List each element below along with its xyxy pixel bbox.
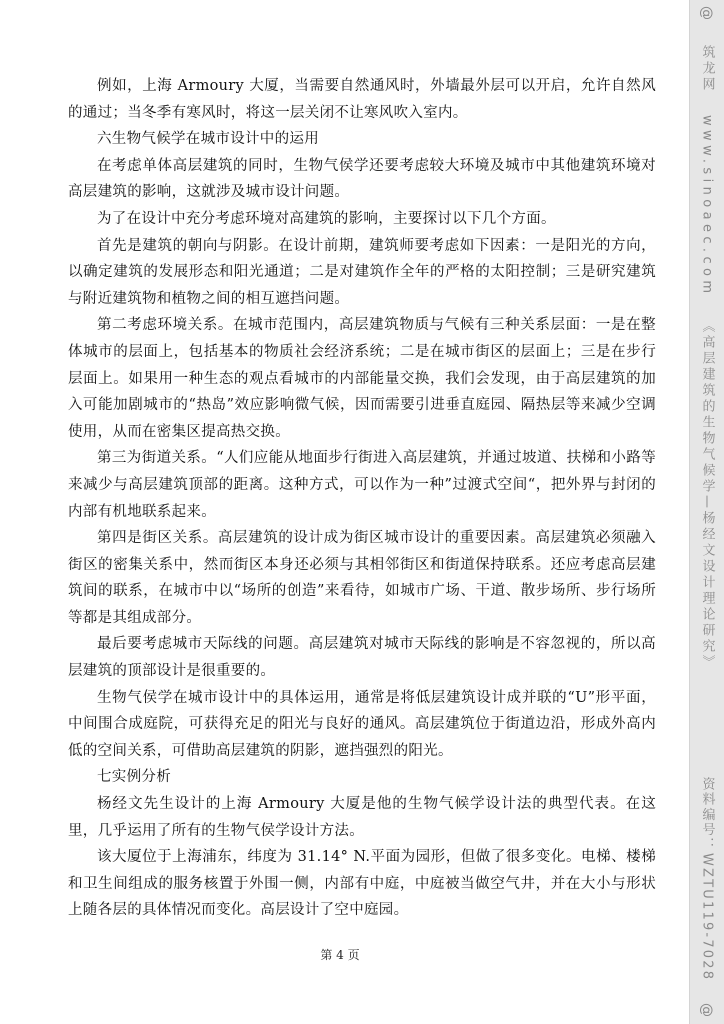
paragraph: 第四是街区关系。高层建筑的设计成为街区城市设计的重要因素。高层建筑必须融入街区的密集关系中，然而街区本身还必须与其相邻街区和街道保持联系。还应考虑高层建筑间的联系，在城市中以“场所的创造”来看待，如城市广场、干道、散步场所、步行场所等都是其组成部分。: [68, 530, 656, 626]
paragraph: 在考虑单体高层建筑的同时，生物气侯学还要考虑较大环境及城市中其他建筑环境对高层建筑的影响，这就涉及城市设计问题。: [68, 157, 656, 201]
paragraph: 杨经文先生设计的上海 Armoury 大厦是他的生物气候学设计法的典型代表。在这里，几乎运用了所有的生物气侯学设计方法。: [68, 796, 656, 839]
section-heading: 六生物气候学在城市设计中的运用: [97, 131, 319, 148]
sidebar-text-top: [698, 6, 717, 671]
page-number: 第 4 页: [320, 948, 360, 962]
watermark-sidebar: [689, 0, 724, 1024]
at-mark-bottom: @: [698, 1003, 715, 1020]
doc-number: 资料编号：WZTU119-7028: [699, 776, 715, 981]
section-heading: 七实例分析: [97, 769, 171, 786]
sidebar-text-bottom: [698, 777, 717, 1020]
paragraph: 该大厦位于上海浦东，纬度为 31.14° N.平面为园形，但做了很多变化。电梯、楼梯和卫生间组成的服务核置于外围一侧，内部有中庭，中庭被当做空气井，并在大小与形状上随各层的具体情况而变化。高层设计了空中庭园。: [68, 849, 656, 919]
paragraph: 首先是建筑的朝向与阴影。在设计前期，建筑师要考虑如下因素：一是阳光的方向，以确定建筑的发展形态和阳光通道；二是对建筑作全年的严格的太阳控制；三是研究建筑与附近建筑物和植物之间的相互遮挡问题。: [68, 237, 656, 307]
document-body: [68, 73, 656, 924]
site-name: 筑龙网: [699, 45, 715, 93]
doc-title: 《高层建筑的生物气候学—杨经文设计理论研究》: [699, 319, 715, 672]
paragraph: 生物气侯学在城市设计中的具体运用，通常是将低层建筑设计成并联的“U”形平面，中间围合成庭院，可获得充足的阳光与良好的通风。高层建筑位于街道边沿，形成外高内低的空间关系，可借助高层建筑的阴影，遮挡强烈的阳光。: [68, 689, 656, 759]
paragraph: 第三为街道关系。“人们应能从地面步行街进入高层建筑，并通过坡道、扶梯和小路等来减少与高层建筑顶部的距离。这种方式，可以作为一种”过渡式空间“，把外界与封闭的内部有机地联系起来。: [68, 450, 656, 520]
site-url: www.sinoaec.com: [699, 115, 715, 298]
paragraph: 为了在设计中充分考虑环境对高建筑的影响，主要探讨以下几个方面。: [97, 210, 556, 227]
at-mark-top: @: [698, 6, 715, 23]
paragraph: 例如，上海 Armoury 大厦，当需要自然通风时，外墙最外层可以开启，允许自然风的通过；当冬季有寒风时，将这一层关闭不让寒风吹入室内。: [68, 78, 656, 121]
paragraph: 第二考虑环境关系。在城市范围内，高层建筑物质与气候有三种关系层面：一是在整体城市的层面上，包括基本的物质社会经济系统；二是在城市街区的层面上；三是在步行层面上。如果用一种生态的观点看城市的内部能量交换，我们会发现，由于高层建筑的加入可能加剧城市的“热岛”效应影响微气候，因而需要引进垂直庭园、隔热层等来减少空调使用，从而在密集区提高热交换。: [68, 317, 656, 440]
paragraph: 最后要考虑城市天际线的问题。高层建筑对城市天际线的影响是不容忽视的，所以高层建筑的顶部设计是很重要的。: [68, 636, 656, 680]
